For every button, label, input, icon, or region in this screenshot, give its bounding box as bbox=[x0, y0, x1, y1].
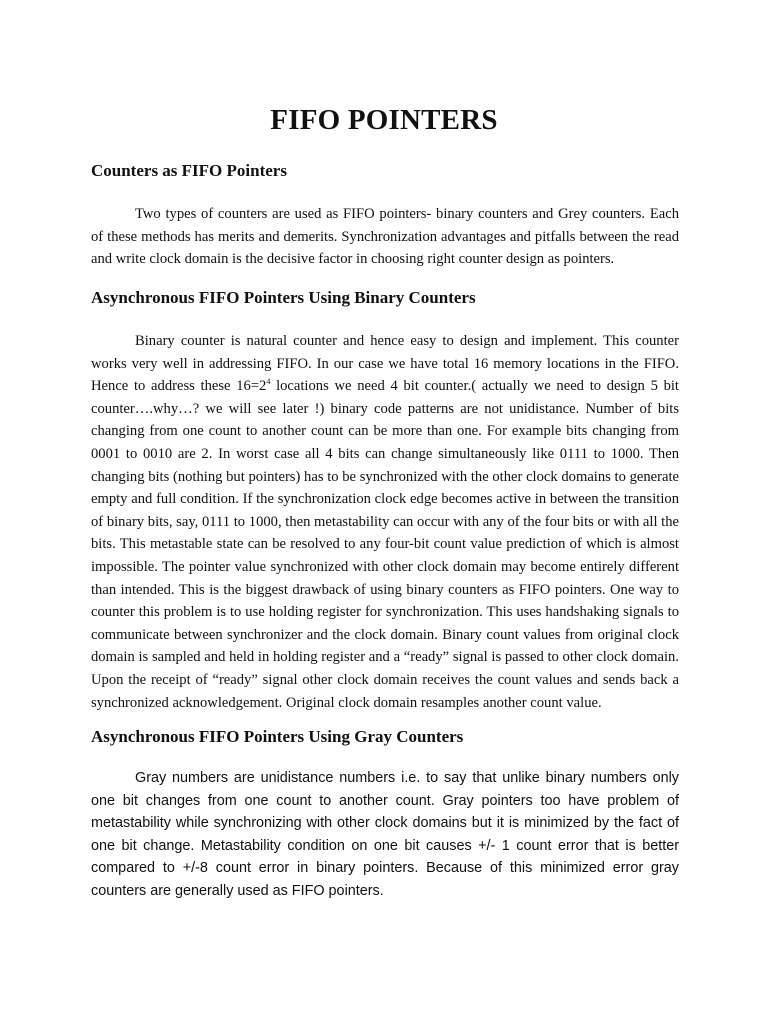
section-heading-gray-counters: Asynchronous FIFO Pointers Using Gray Counters bbox=[91, 727, 464, 746]
paragraph-binary-text-part1: Binary counter is natural counter and hence easy to design and implement. This counter works very well in addressing FIFO. In our case we have total 16 memory locations in the FIFO. Hence to address these 16=2 bbox=[91, 333, 679, 395]
paragraph-binary-counters bbox=[91, 330, 679, 714]
section-heading-counters: Counters as FIFO Pointers bbox=[91, 161, 287, 180]
page-title: FIFO POINTERS bbox=[270, 104, 498, 136]
paragraph-gray-counters: Gray numbers are unidistance numbers i.e. to say that unlike binary numbers only one bit changes from one count to another count. Gray pointers too have problem of metastability while synchronizing with other clock domains but it is minimized by the fact of one bit change. Metastability condition on one bit causes +/- 1 count error that is better compared to +/-8 count error in binary pointers. Because of this minimized error gray counters are generally used as FIFO pointers. bbox=[91, 770, 679, 899]
paragraph-counters: Two types of counters are used as FIFO pointers- binary counters and Grey counters. Each of these methods has merits and demerits. Synchronization advantages and pitfalls between the read and write clock domain is the decisive factor in choosing right counter design as pointers. bbox=[91, 206, 679, 268]
paragraph-binary-text-part2: locations we need 4 bit counter.( actually we need to design 5 bit counter….why…? we will see later !) binary code patterns are not unidistance. Number of bits changing from one count to another count can be more than one. For example bits changing from 0001 to 0010 are 2. In worst case all 4 bits can change simultaneously like 0111 to 1000. Then changing bits (nothing but pointers) has to be synchronized with the other clock domains to generate empty and full condition. If the synchronization clock edge becomes active in between the transition of binary bits, say, 0111 to 1000, then metastability can occur with any of the four bits or with all the bits. This metastable state can be resolved to any four-bit count value prediction of which is almost impossible. The pointer value synchronized with other clock domain may become entirely different than intended. This is the biggest drawback of using binary counters as FIFO pointers. One way to counter this problem is to use holding register for synchronization. This uses handshaking signals to communicate between synchronizer and the clock domain. Binary count values from original clock domain is sampled and held in holding register and a “ready” signal is passed to other clock domain. Upon the receipt of “ready” signal other clock domain receives the count values and sends back a synchronized acknowledgement. Original clock domain resamples another count value. bbox=[91, 378, 679, 711]
section-heading-binary-counters: Asynchronous FIFO Pointers Using Binary Counters bbox=[91, 288, 476, 307]
exponent-superscript: 4 bbox=[266, 377, 271, 387]
